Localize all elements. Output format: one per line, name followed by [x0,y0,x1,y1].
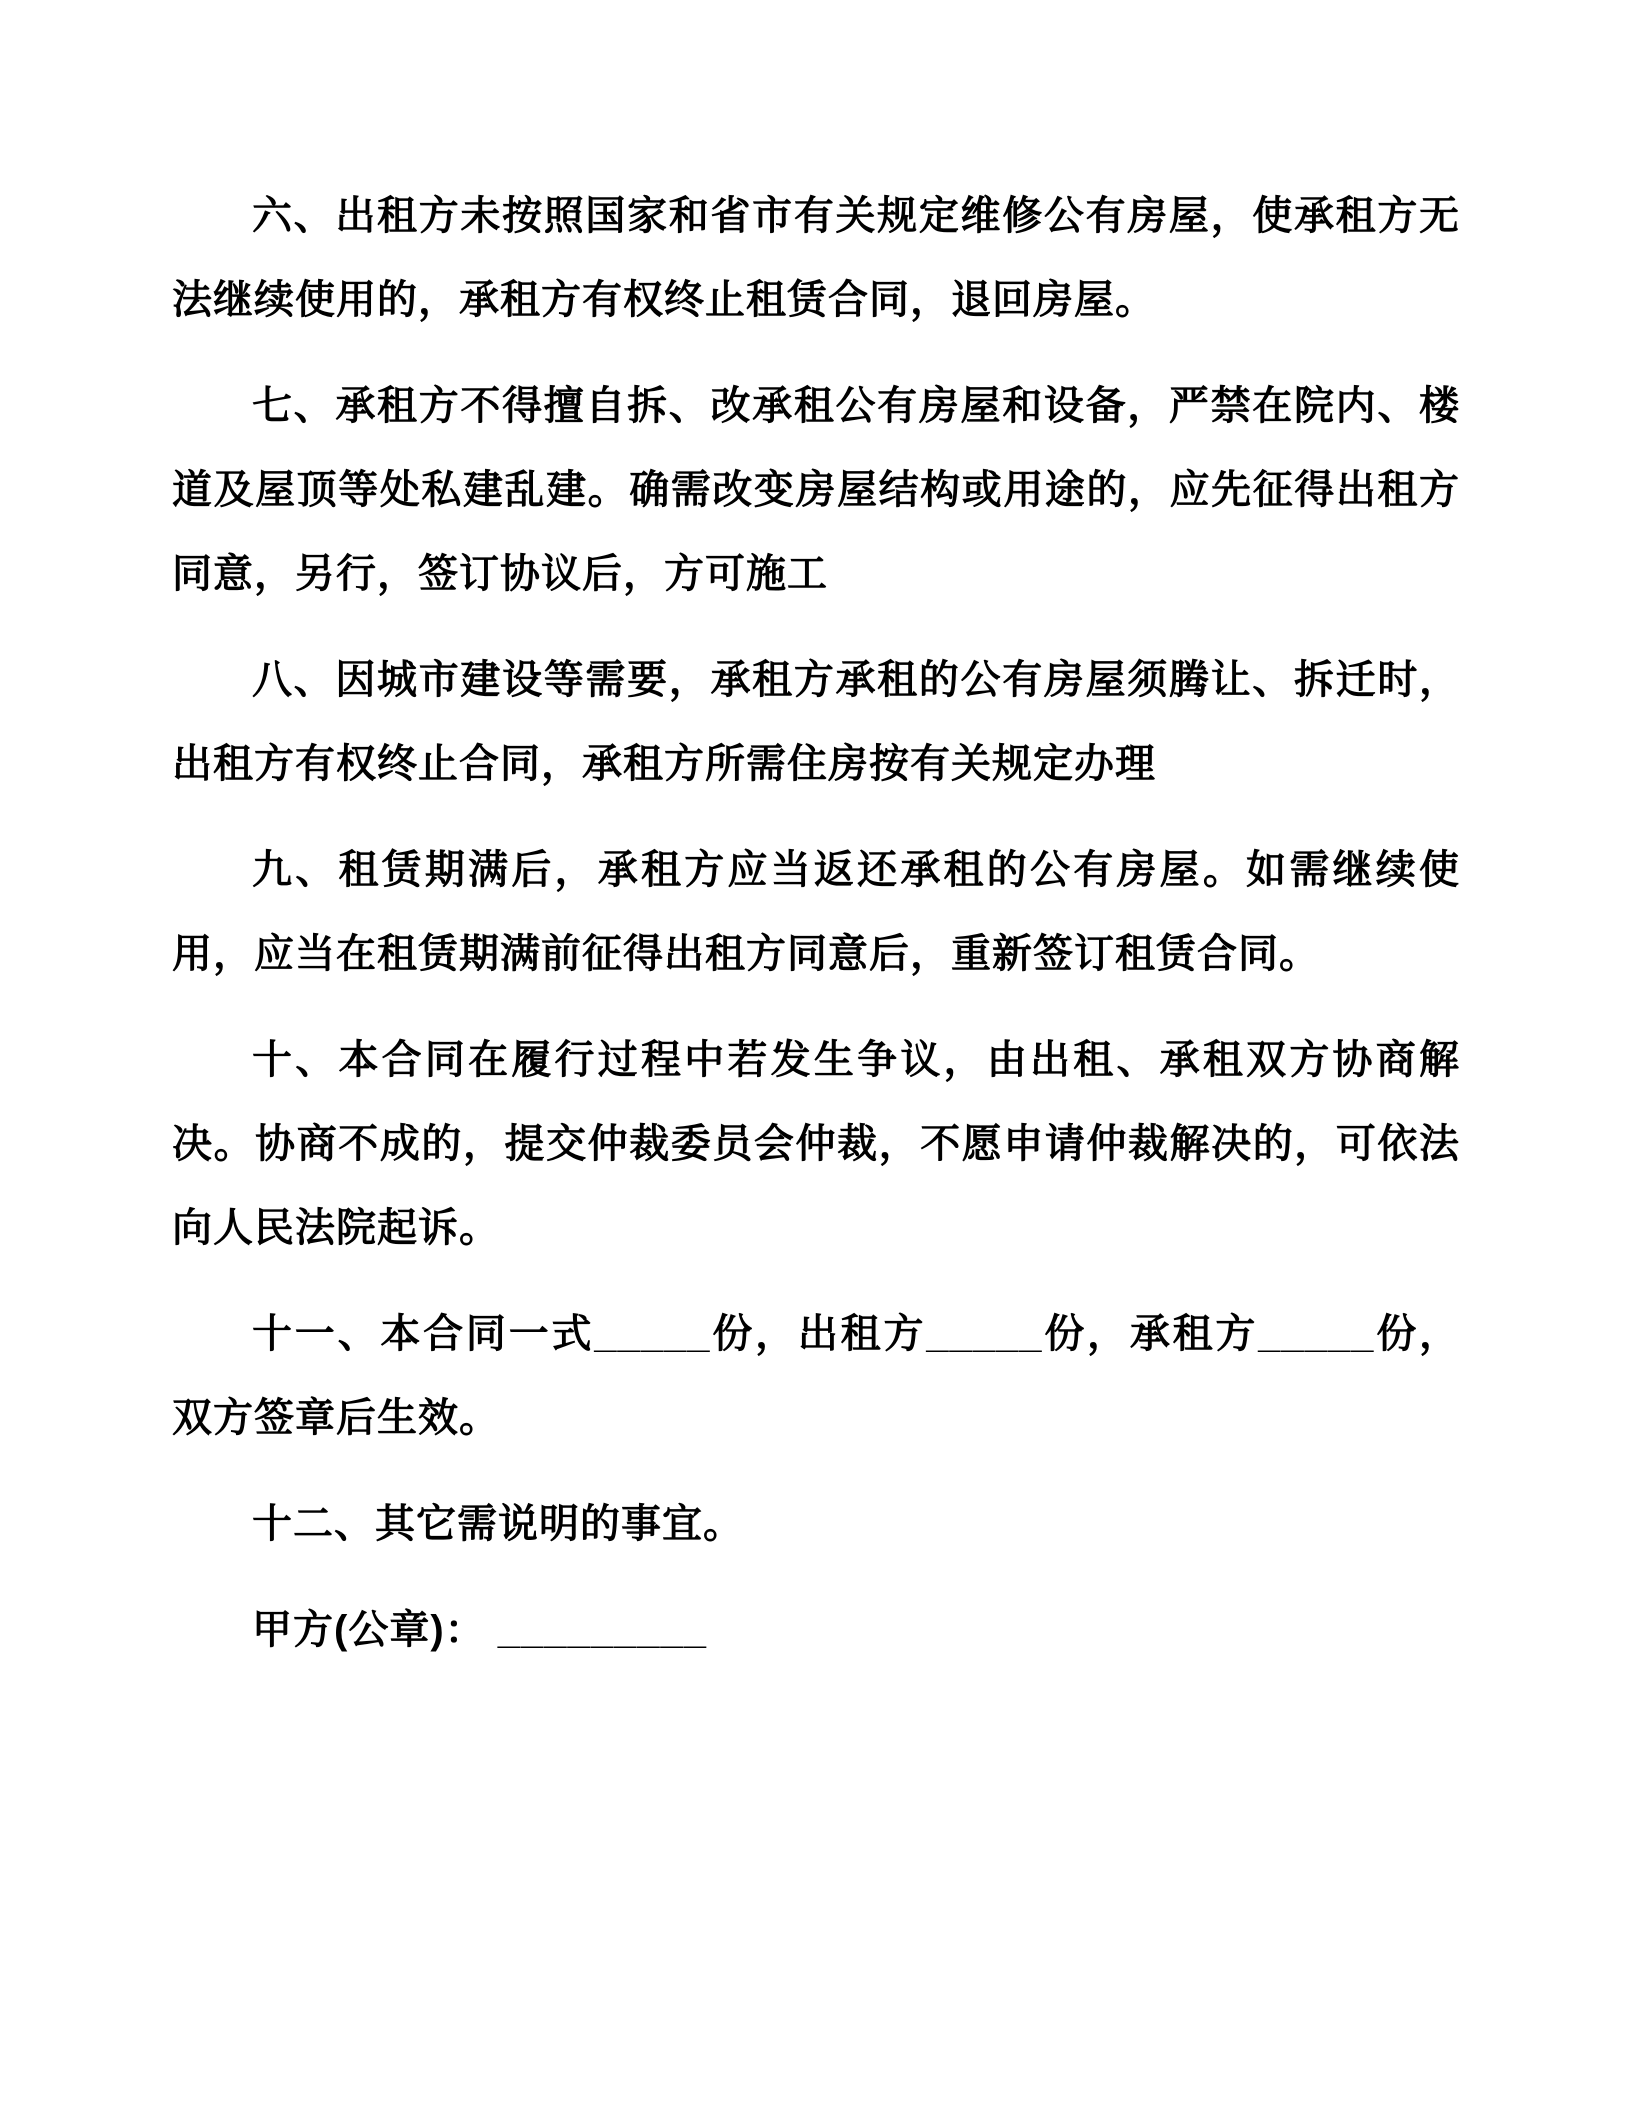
contract-clause-10: 十、本合同在履行过程中若发生争议，由出租、承租双方协商解决。协商不成的，提交仲裁委员会仲裁，不愿申请仲裁解决的，可依法向人民法院起诉。 [172,1038,1460,1250]
contract-clause-9: 九、租赁期满后，承租方应当返还承租的公有房屋。如需继续使用，应当在租赁期满前征得出租方同意后，重新签订租赁合同。 [172,848,1460,976]
contract-clause-7: 七、承租方不得擅自拆、改承租公有房屋和设备，严禁在院内、楼道及屋顶等处私建乱建。确需改变房屋结构或用途的，应先征得出租方同意，另行，签订协议后，方可施工 [172,384,1460,596]
contract-clause-6: 六、出租方未按照国家和省市有关规定维修公有房屋，使承租方无法继续使用的，承租方有权终止租赁合同，退回房屋。 [172,194,1460,322]
party-a-seal-line: 甲方(公章)： _________ [252,1608,707,1652]
contract-clause-8: 八、因城市建设等需要，承租方承租的公有房屋须腾让、拆迁时，出租方有权终止合同，承租方所需住房按有关规定办理 [172,658,1460,786]
contract-clause-12: 十二、其它需说明的事宜。 [252,1502,744,1546]
contract-clause-11: 十一、本合同一式_____份，出租方_____份，承租方_____份，双方签章后生效。 [172,1312,1460,1440]
